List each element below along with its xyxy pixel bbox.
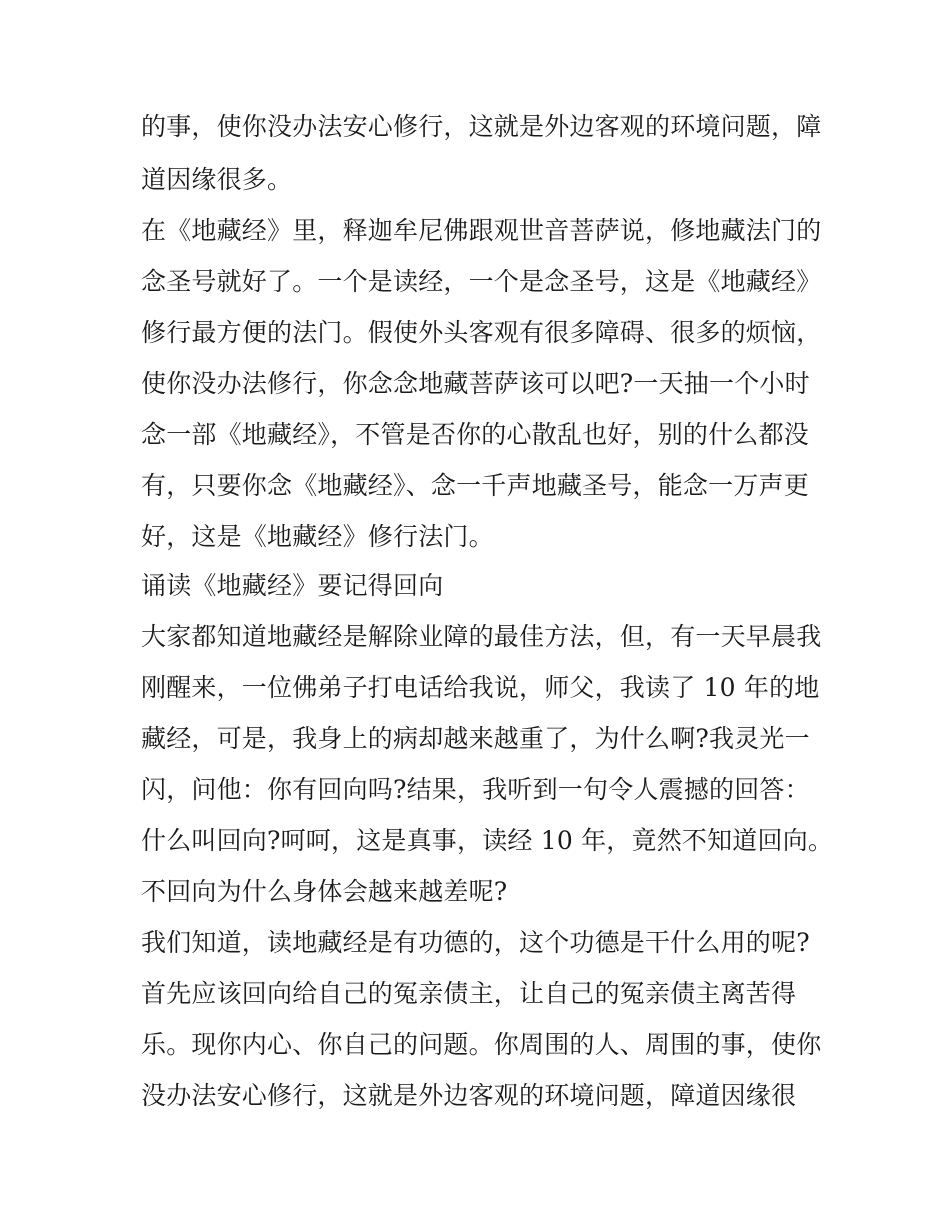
text-line: 藏经，可是，我身上的病却越来越重了，为什么啊?我灵光一: [141, 724, 810, 753]
text-line: 念一部《地藏经》，不管是否你的心散乱也好，别的什么都没: [141, 420, 809, 449]
text-line: 大家都知道地藏经是解除业障的最佳方法，但，有一天早晨我: [141, 622, 822, 651]
text-line: 我们知道，读地藏经是有功德的，这个功德是干什么用的呢?: [141, 928, 810, 957]
text-line: 在《地藏经》里，释迦牟尼佛跟观世音菩萨说，修地藏法门的: [141, 216, 822, 245]
text-line: 闪，问他：你有回向吗?结果，我听到一句令人震撼的回答：: [141, 775, 810, 804]
text-line: 道因缘很多。: [141, 165, 293, 194]
text-line: 修行最方便的法门。假使外头客观有很多障碍、很多的烦恼，: [141, 318, 822, 347]
text-line: 的事，使你没办法安心修行，这就是外边客观的环境问题，障: [141, 112, 822, 141]
text-line: 刚醒来，一位佛弟子打电话给我说，师父，我读了 10 年的地: [141, 673, 820, 702]
section-heading: 诵读《地藏经》要记得回向: [141, 571, 444, 600]
text-line: 不回向为什么身体会越来越差呢?: [141, 877, 508, 906]
text-line: 念圣号就好了。一个是读经，一个是念圣号，这是《地藏经》: [141, 267, 822, 296]
text-line: 没办法安心修行，这就是外边客观的环境问题，障道因缘很: [141, 1081, 797, 1110]
text-line: 什么叫回向?呵呵，这是真事，读经 10 年，竟然不知道回向。: [141, 826, 834, 855]
text-line: 首先应该回向给自己的冤亲债主，让自己的冤亲债主离苦得: [141, 979, 797, 1008]
text-line: 好，这是《地藏经》修行法门。: [141, 522, 494, 551]
text-line: 有，只要你念《地藏经》、念一千声地藏圣号，能念一万声更: [141, 471, 809, 500]
text-line: 使你没办法修行，你念念地藏菩萨该可以吧?一天抽一个小时: [141, 369, 810, 398]
text-line: 乐。现你内心、你自己的问题。你周围的人、周围的事，使你: [141, 1030, 822, 1059]
